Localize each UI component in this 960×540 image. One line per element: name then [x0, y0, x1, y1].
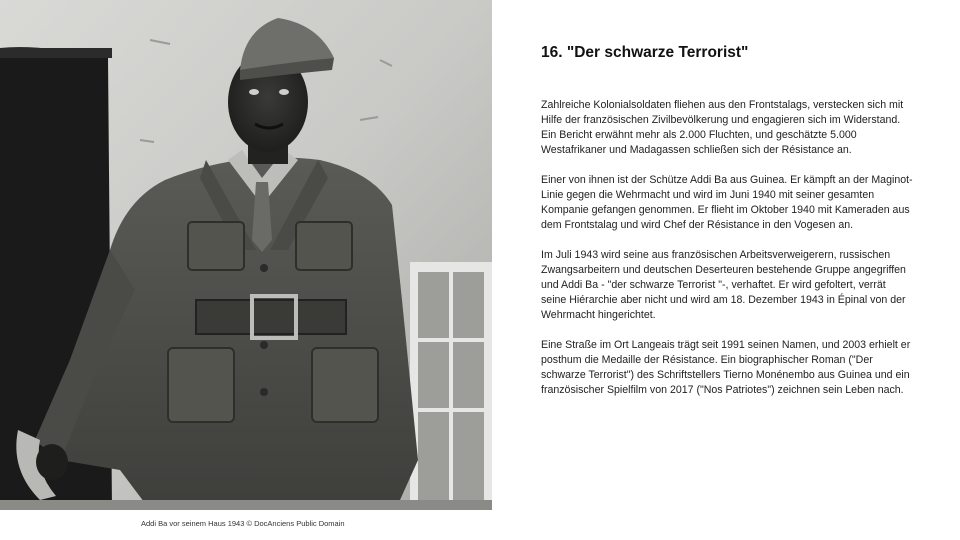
- text-column: [541, 44, 913, 413]
- paragraph-4: Eine Straße im Ort Langeais trägt seit 1991 seinen Namen, und 2003 erhielt er posthum die Medaille der Résistance. Ein biographischer Roman ("Der schwarze Terrorist") des Schriftstellers Tierno Monénembo aus Guinea und ein französischer Spielfilm von 2017 ("Nos Patriotes") zeichnen sein Leben nach.: [541, 339, 911, 396]
- paragraph-2: Einer von ihnen ist der Schütze Addi Ba aus Guinea. Er kämpft an der Maginot-Linie gegen die Wehrmacht und wird im Juni 1940 mit seiner gesamten Kompanie gefangen genommen. Er flieht im Oktober 1940 mit Kameraden aus dem Frontstalag und wird Chef der Résistance in den Vogesen an.: [541, 174, 913, 231]
- paragraph-1: Zahlreiche Kolonialsoldaten fliehen aus den Frontstalags, verstecken sich mit Hilfe der französischen Zivilbevölkerung und engagieren sich im Widerstand. Ein Bericht erwähnt mehr als 2.000 Fluchten, und geschätzte 5.000 Westafrikaner und Madagassen schließen sich der Résistance an.: [541, 99, 904, 156]
- photo-caption: Addi Ba vor seinem Haus 1943 © DocAnciens Public Domain: [141, 519, 345, 528]
- paragraph-3: Im Juli 1943 wird seine aus französischen Arbeitsverweigerern, russischen Zwangsarbeitern und deutschen Deserteuren bestehende Gruppe angegriffen und Addi Ba - "der schwarze Terrorist "-, verhaftet. Er wird gefoltert, verrät seine Hiérarchie aber nicht und wird am 18. Dezember 1943 in Épinal von der Wehrmacht hingerichtet.: [541, 249, 906, 321]
- slide-title: 16. "Der schwarze Terrorist": [541, 44, 749, 61]
- portrait-photo: [0, 0, 492, 510]
